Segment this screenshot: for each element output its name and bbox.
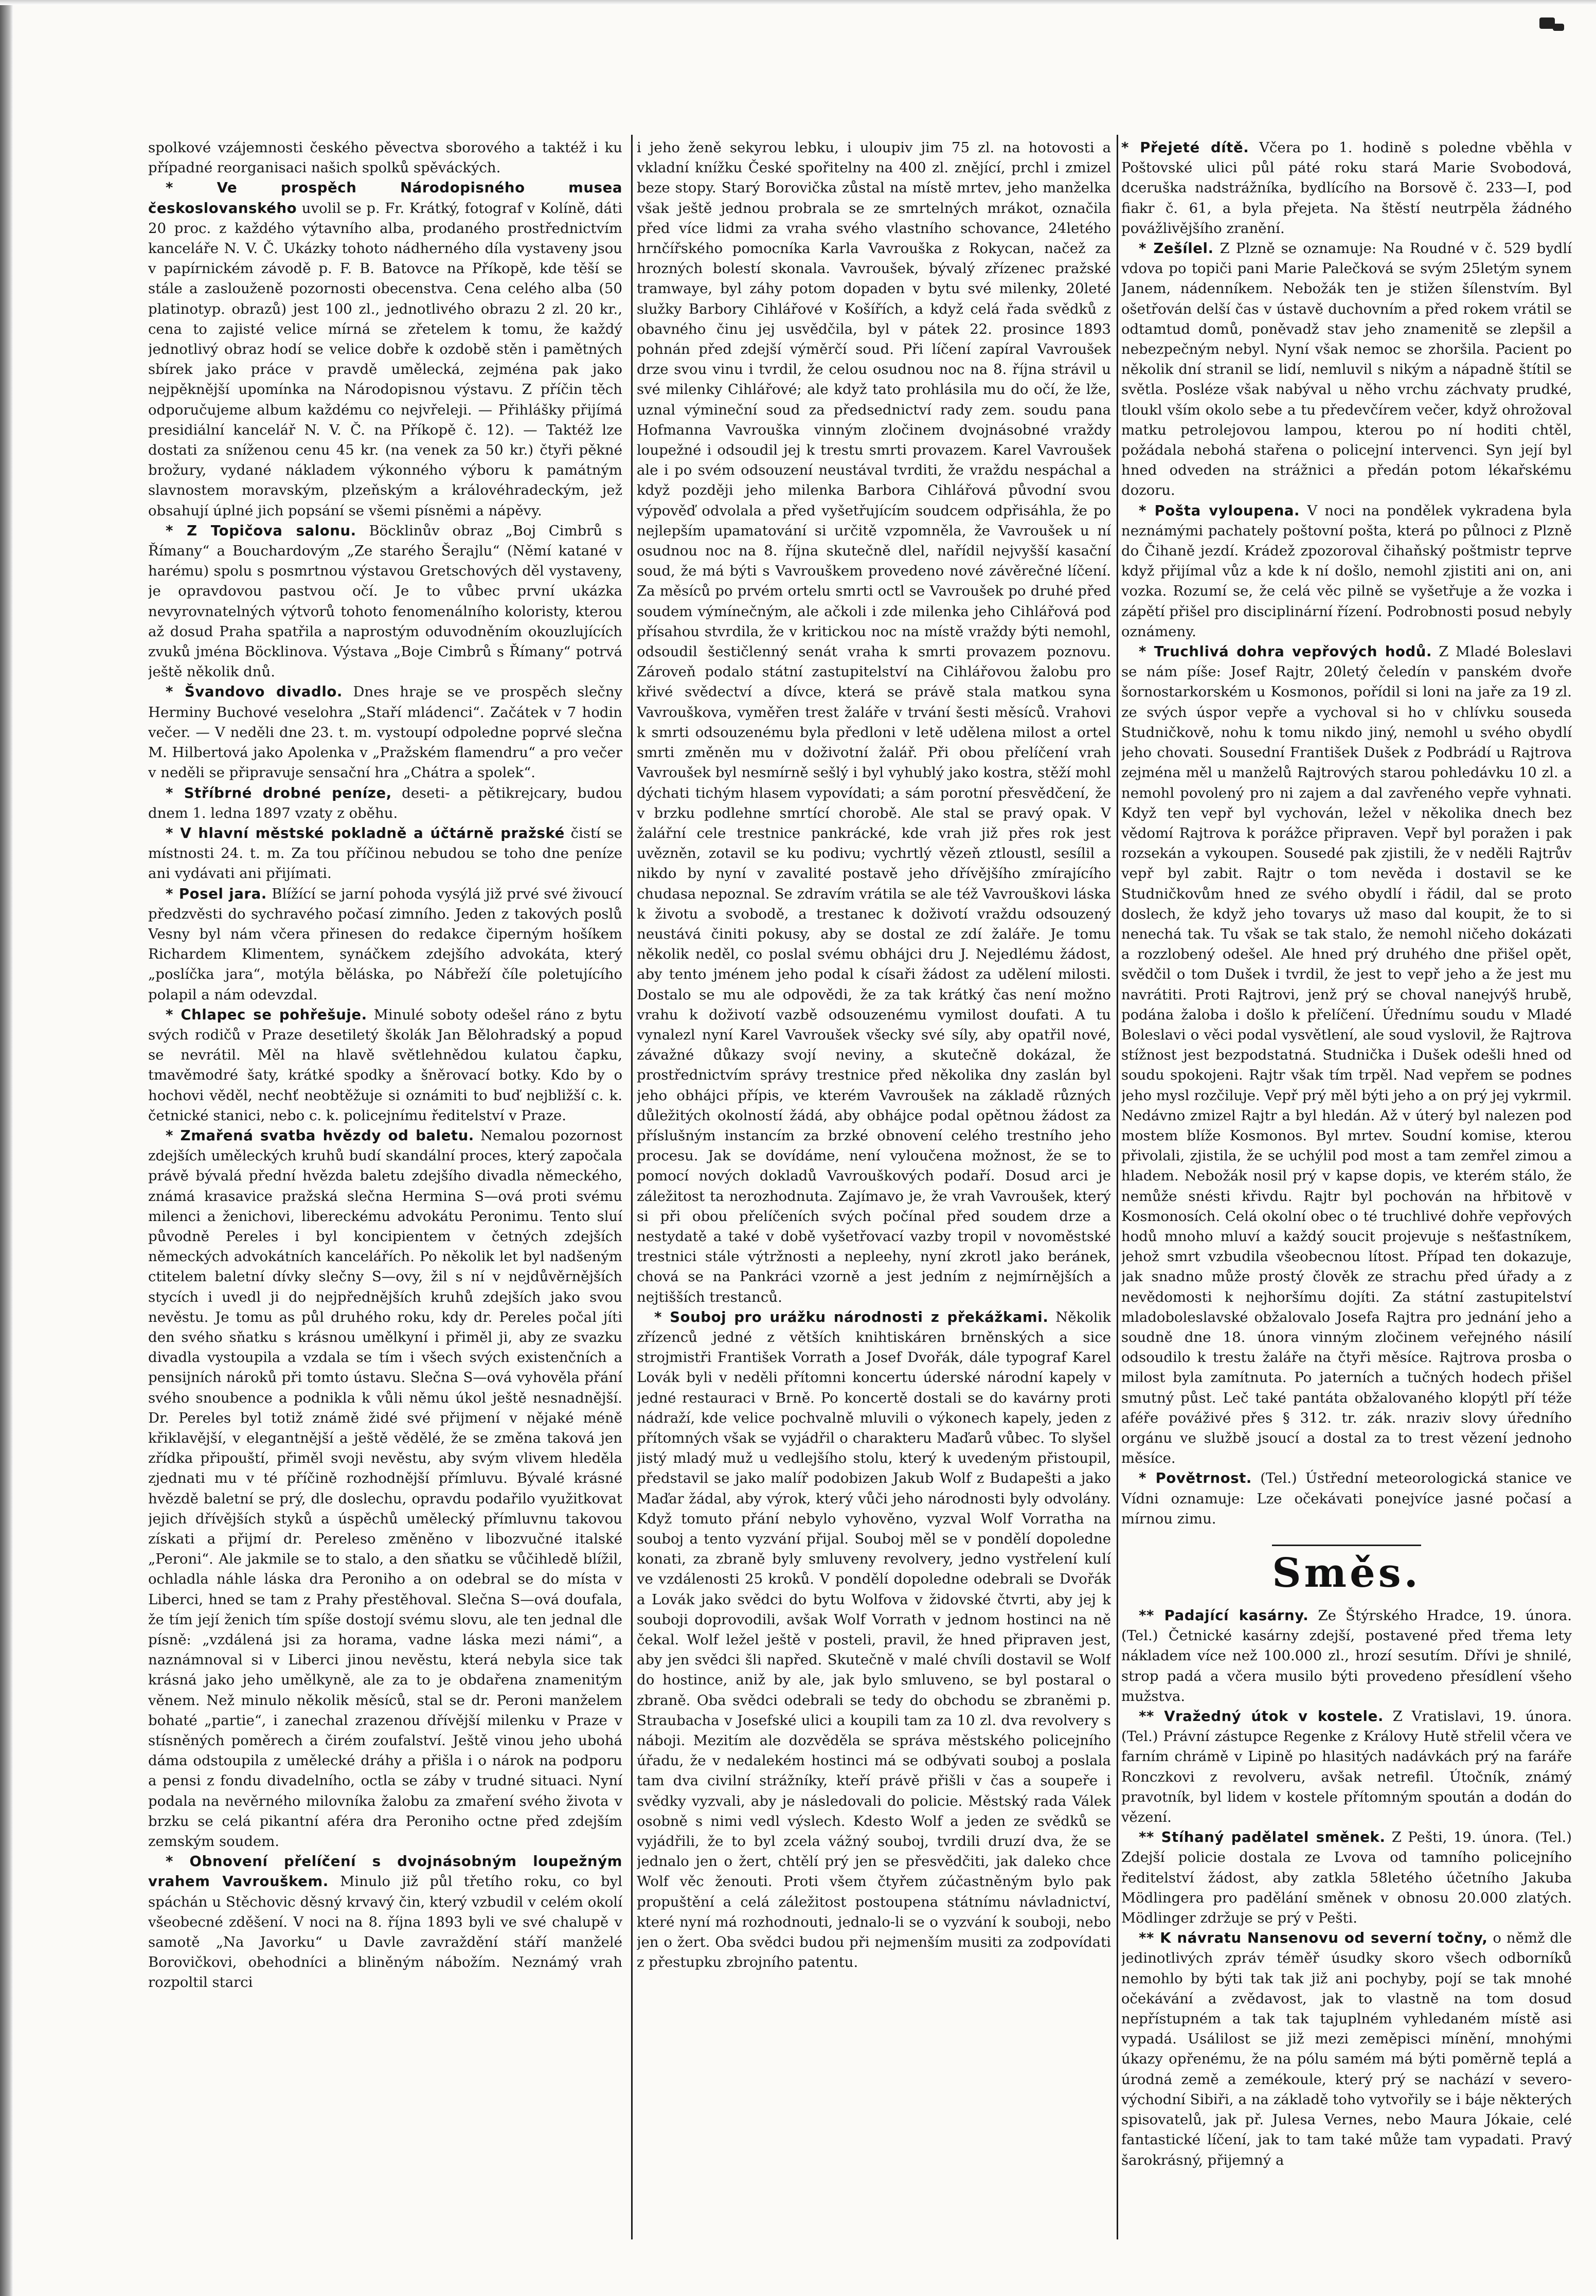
news-item [148, 521, 622, 683]
news-headline: * Povětrnost. [1139, 1470, 1252, 1487]
news-headline: * Obnovení přelíčení s dvojnásobným loupežným vrahem Vavrouškem. [148, 1853, 622, 1890]
news-headline: * Pošta vyloupena. [1139, 502, 1300, 519]
news-item [148, 823, 622, 884]
scan-edge-top [0, 0, 1596, 5]
news-body: Z Mladé Boleslavi se nám píše: Josef Rajtr, 20letý čeledín v panském dvoře šornostarkorském u Kosmonos, pořídil si loni na jaře za 19 zl. ze svých úspor vepře a vychoval si ho v chlívku souseda Studničkově, nohu k tomu nikdo jiný, nemohl u svého obydlí jeho chovati. Sousední František Dušek z Podbrádí u Rajtrova zejména měl u manželů Rajtrových starou pohledávku 10 zl. a nemohl povolený pro ni zajem a dal zavřeného vepře vyhnati. Když ten vepř byl vychován, ležel v několika dnech bez vědomí Rajtrova k porážce připraven. Vepř byl poražen i pak rozsekán a vykoupen. Sousedé pak zjistili, že v neděli Rajtrův vepř byl zabit. Rajtr o tom nevěda i dostavil se ke Studničkovům hned ze svého obydlí i řádil, dal se proto doslech, že když jeho tovarys už maso dal koupit, že to si nenechá tak. Tu však se tak stalo, že nemohl ničeho dokázati a rozzlobený odešel. Ale hned prý druhého dne přišel opět, svědčil o tom Dušek i tvrdil, že jest to vepř jeho a že jest mu navrátiti. Proti Rajtrovi, jenž prý se choval nanejvýš hrubě, podána žaloba i došlo k přelíčení. Úřednímu soudu v Mladé Boleslavi o věci podal vysvětlení, ale soud vyslovil, že Rajtrova stížnost jest bezpodstatná. Studnička i Dušek odešli hned od soudu spokojeni. Rajtr však tím trpěl. Nad vepřem se podnes jeho mysl rozčiluje. Vepř prý měl býti jeho a on prý jej vykrmil. Nedávno zmizel Rajtr a byl hledán. Až v úterý byl nalezen pod mostem blíže Kosmonos. Byl mrtev. Soudní komise, kterou přivolali, zjistila, že se uchýlil pod most a tam zemřel zimou a hladem. Nebožák nosil prý v kapse dopis, ve kterém stálo, že nemůže snésti křivdu. Rajtr byl pochován na hřbitově v Kosmonosích. Celá okolní obec o té truchlivé dohře vepřových hodů mnoho mluví a každý soucit projevuje s nešťastníkem, jehož smrt vzbudila všeobecnou lítost. Případ ten dokazuje, jak snadno může prostý člověk ze strachu před úřady a z nevědomosti k nejhoršímu dojíti. Za státní zastupitelství mladoboleslavské obžalovalo Josefa Rajtra pro jednání jeho a soudně dne 18. února vinným zločinem veřejného násilí odsoudilo k trestu žaláře na čtyři měsíce. Rajtrova prosba o milost byla zamítnuta. Po jaterních a tučných hodech přišel smutný půst. Leč také pantáta obžalovaného klopýtl pří téže aféře pováživé přes § 312. tr. zák. nraziv slovy úředního orgánu ve službě jsoucí a dostal za to trest vězení jednoho měsíce. [1121, 643, 1572, 1467]
news-item [1121, 642, 1572, 1468]
news-headline: ** Padající kasárny. [1139, 1607, 1309, 1624]
news-item [148, 138, 622, 178]
news-headline: * Zešílel. [1139, 240, 1214, 257]
news-item [1121, 239, 1572, 501]
news-body: Z Plzně se oznamuje: Na Roudné v č. 529 bydlí vdova po topiči pani Marie Palečková se svým 25letým synem Janem, nádenníkem. Nebožák ten je stižen šílenstvím. Byl ošetřován delší čas v ústavě duchovním a před rokem vrátil se odtamtud domů, poněvadž stav jeho znamenitě se zlepšil a nebezpečným nebyl. Nyní však nemoc se zhoršila. Pacient po několik dní stranil se lidí, nemluvil s nikým a nápadně štítil se světla. Posléze však nabýval u něho vrchu záchvaty prudké, tloukl vším okolo sebe a tu předevčírem večer, když ohrožoval matku petrolejovou lampou, kterou po ní hoditi chtěl, požádala nebohá stařena o policejní intervenci. Syn její byl hned odveden na strážnici a předán potom lékařskému dozoru. [1121, 240, 1572, 499]
scan-edge [0, 0, 13, 2296]
news-headline: * Přejeté dítě. [1121, 139, 1249, 156]
news-headline: * Truchlivá dohra vepřových hodů. [1139, 643, 1432, 660]
section-title [1121, 1545, 1572, 1597]
news-item [637, 1307, 1111, 1973]
news-headline: * Švandovo divadlo. [166, 684, 343, 701]
news-item [1121, 1707, 1572, 1827]
news-headline: ** K návratu Nansenovu od severní točny, [1139, 1930, 1488, 1947]
news-item [148, 783, 622, 823]
news-headline: * Ve prospěch Národopisného musea českoslovanského [148, 180, 622, 217]
column-rule-1 [631, 135, 633, 2239]
news-item [1121, 1928, 1572, 2170]
news-body: Několik zřízenců jedné z větších knihtiskáren brněnských a sice strojmistři František Vorrath a Josef Dvořák, dále typograf Karel Lovák byli v neděli přítomni koncertu úderské národní kapely v jedné restauraci v Brně. Po koncertě dostali se do kavárny proti nádraží, kde velice pochvalně mluvili o výkonech kapely, jeden z přítomných však se vyjádřil o charakteru Maďarů vůbec. To slyšel jistý mladý muž u vedlejšího stolu, který k uvedeným přistoupil, představil se jako malíř podobizen Jakub Wolf z Budapešti a jako Maďar žádal, aby výrok, který vůči jeho národnosti byly odvolány. Když tomuto přání nebylo vyhověno, vyzval Wolf Vorratha na souboj a tento vyzvání přijal. Souboj měl se v pondělí dopoledne konati, za zbraně byly smluveny revolvery, jedno vystřelení kulí ve vzdálenosti 25 kroků. V pondělí dopoledne odebrali se Dvořák a Lovák jako svědci do bytu Wolfova v židovské čtvrti, aby jej k souboji doprovodili, avšak Wolf Vorrath v jednom hostinci na ně čekal. Wolf ležel ještě v posteli, pravil, že hned připraven jest, aby jen svědci šli napřed. Skutečně v malé chvíli dostavil se Wolf do hostince, aniž by ale, jak bylo smluveno, se byl postaral o zbraně. Oba svědci odebrali se tedy do obchodu se zbraněmi p. Straubacha v Josefské ulici a koupili tam za 10 zl. dva revolvery s náboji. Mezitím ale dozvěděla se správa městského policejního úřadu, že v nedalekém hostinci má se odbývati souboj a poslala tam dva civilní strážníky, kteří právě přišli v čas a soupeře i svědky vyzvali, aby je následovali do policie. Městský rada Válek osobně s nimi vedl výslech. Kdesto Wolf a jeden ze svědků se vyjádřili, že to byl zcela vážný souboj, tvrdili druzí dva, že se jednalo jen o žert, chtělí prý jen se přesvědčiti, jak daleko chce Wolf věc ženouti. Proti všem čtyřem zúčastněným bylo pak propuštění a celá záležitost postoupena státnímu návladnictví, které nyní má rozhodnouti, jednalo-li se o vyzvání k souboji, nebo jen o žert. Oba svědci budou při nejmenším musiti za zodpovídati z přestupku zbrojního patentu. [637, 1308, 1111, 1971]
news-body: (Tel.) Ústřední meteorologická stanice ve Vídni oznamuje: Lze očekávati ponejvíce jasné počasí a mírnou zimu. [1121, 1470, 1572, 1527]
news-body: Z Pešti, 19. února. (Tel.) Zdejší policie dostala ze Lvova od tamního policejního ředitelství žádost, aby zatkla 58letého účetního Jakuba Mödlingera pro padělání směnek v obnosu 20.000 zlatých. Mödlinger zdržuje se prý v Pešti. [1121, 1829, 1572, 1927]
news-item [1121, 501, 1572, 642]
news-body: deseti- a pětikrejcary, budou dnem 1. ledna 1897 vzaty z oběhu. [148, 784, 622, 821]
news-item [148, 884, 622, 1005]
news-item [148, 1005, 622, 1126]
news-body: o němž dle jedinotlivých zpráv téměř úsudky skoro všech odborníků nemohlo by býti tak tak již ani pochyby, pojí se tak mnohé očekávání a zvědavost, jak to vlastně na tom dosud nepřístupném a tak tak tajuplném vyhledaném místě asi vypadá. Usálilost se již mezi zeměpisci mínění, mnohými úkazy opřenému, že na pólu samém má býti poměrně teplá a úrodná země a zemékoule, který prý se nachází v severo-východní Sibiři, a na základě toho vytvořily se i báje některých spisovatelů, jak př. Julesa Vernes, nebo Maura Jókaie, celé fantastické líčení, jak to tam také může tam vypadati. Pravý šarokrásný, přijemný a [1121, 1930, 1572, 2168]
news-item [1121, 138, 1572, 239]
news-item [148, 178, 622, 521]
news-headline: * Souboj pro urážku národnosti z překážkami. [654, 1308, 1049, 1325]
news-item [148, 1126, 622, 1852]
text-column-2 [637, 138, 1111, 2236]
news-item [1121, 1827, 1572, 1928]
news-body: Z Vratislavi, 19. února. (Tel.) Právní zástupce Regenke z Královy Hutě střelil včera ve farním chrámě v Lipině po hlasitých nadávkách prý na faráře Ronczkovi z revolveru, avšak netrefil. Útočník, známý pravotník, byl lidem v kostele přítomným spoután a dodán do vězení. [1121, 1708, 1572, 1826]
news-headline: ** Vražedný útok v kostele. [1139, 1708, 1384, 1725]
news-item [148, 1852, 622, 1993]
text-column-1 [148, 138, 622, 2236]
news-body: spolkové vzájemnosti českého pěvectva sborového a taktéž i ku případné reorganisaci našich spolků spěváckých. [148, 139, 622, 176]
news-body: V noci na pondělek vykradena byla neznámými pachately poštovní pošta, která po půlnoci z Plzně do Čihaně jezdí. Krádež zpozoroval čihaňský poštmistr teprve když přijímal vůz a kde k ní došlo, nemohl zjistiti ani on, ani vozka. Rozumí se, že celá věc pilně se vyšetřuje a že vozka i zápětí přišel pro disciplinární řízení. Podrobnosti posud nebyly oznámeny. [1121, 502, 1572, 640]
news-body: Nemalou pozornost zdejších uměleckých kruhů budí skandální proces, který započala právě bývalá přední hvězda baletu zdejšího divadla německého, známá krasavice pražská slečna Hermina S—ová proti svému milenci a ženichovi, libereckému advokátu Peronimu. Tento sluí původně Pereles i byl koncipientem v četných zdejších německých advokátních kancelářích. Po několik let byl nadšeným ctitelem baletní dívky slečny S—ovy, žil s ní v nejdůvěrnějších stycích i uvedl ji do nejpřednějších kruhů zdejších jako svou nevěstu. Je tomu as půl druhého roku, kdy dr. Pereles počal jíti den svého sňatku s krásnou umělkyní i přiměl ji, aby ze svazku divadla vystoupila a vzdala se tím i všech svých existenčních a pensijních nároků při tomto ústavu. Slečna S—ová vyhověla přání svého snoubence a podnikla k vůli němu úkol ještě nesnadnější. Dr. Pereles byl totiž známě židé své přijmení v nějaké méně křiklavější, v elegantnější a ještě vědělé, že se změna taková jen zřídka připouští, přiměl svoji nevěstu, aby svým vlivem hleděla zjednati mu v té příčině rozhodnější přímluvu. Bývalé krásné hvězdě baletní se prý, dle doslechu, opravdu podařilo využitkovat jejich dřívějších styků a úspěchů umělecký přímluvnu takovou získati a přijmí dr. Pereleso změněno v libozvučné italské „Peroni“. Ale jakmile se to stalo, a den sňatku se vůčihledě blížil, ochladla náhle láska dra Peroniho a on odebral se do místa v Liberci, hned se tam z Prahy přestěhoval. Slečna S—ová doufala, že tím její ženich tím spíše dostojí svému slovu, ale ten jednal dle písně: „vzdálená jsi za horama, vadne láska mezi námi“, a naznámnoval si v Liberci jinou nevěstu, která nebyla sice tak krásná jako jeho umělkyně, ale za to je obdařena znamenitým věnem. Než minulo několik měsíců, stal se dr. Peroni manželem bohaté „partie“, i zanechal zrazenou dřívější milenku v Praze v stísněných poměrech a čirém zoufalství. Ještě vinou jeho ubohá dáma odstoupila z umělecké dráhy a přišla i o nárok na podporu a pensi z fondu divadelního, octla se záby v trudné situaci. Nyní podala na nevěrného milovníka žalobu za zmaření svého života v brzku se celá pikantní aféra dra Peroniho octne před zdejším zemským soudem. [148, 1127, 622, 1850]
column-rule-2 [1117, 135, 1118, 2239]
news-headline: ** Stíhaný padělatel směnek. [1139, 1829, 1386, 1846]
news-body: Blížící se jarní pohoda vysýlá již prvé své živoucí předzvěsti do sychravého počasí zimního. Jeden z takových poslů Vesny byl nám včera přinesen do redakce čiperným hošíkem Richardem Klimentem, synáčkem zdejšího advokáta, který „poslíčka jara“, motýla běláska, po Nábřeží číle poletujícího polapil a nám odevzdal. [148, 885, 622, 1003]
section-divider [1272, 1545, 1421, 1546]
news-headline: * V hlavní městské pokladně a účtárně pražské [166, 824, 565, 841]
news-item [637, 138, 1111, 1307]
news-headline: * Zmařená svatba hvězdy od baletu. [166, 1127, 474, 1144]
news-headline: * Chlapec se pohřešuje. [166, 1006, 367, 1023]
section-title-text: Směs. [1272, 1550, 1421, 1597]
news-body: uvolil se p. Fr. Krátký, fotograf v Kolíně, dáti 20 proc. z každého výtavního alba, prodaného prostřednictvím kanceláře N. V. Č. Ukázky tohoto nádherného díla vystaveny jsou v papírnickém závodě p. F. B. Batovce na Příkopě, kde těší se stále a zaslouženě pozornosti obecenstva. Cena celého alba (50 platinotyp. obrazů) jest 100 zl., jednotlivého obrazu 2 zl. 20 kr., cena to zajisté velice mírná se zřetelem k tomu, že každý jednotlivý obraz hodí se velice dobře k ozdobě stěn i pamětných sbírek jako práce v pravdě umělecká, zejména pak jako nejpěknější upomínka na Národopisnou výstavu. Z příčin těch odporučujeme album každému co nejvřeleji. — Přihlášky přijímá presidiální kancelář N. V. Č. na Příkopě č. 12). — Taktéž lze dostati za sníženou cenu 45 kr. (na venek za 50 kr.) čtyři pěkné brožury, vydané nákladem výkonného výboru k památným slavnostem moravským, plzeňským a královéhradeckým, jež obsahují úplné jich popsání se všemi písněmi a nápěvy. [148, 200, 622, 519]
ink-blot [1535, 14, 1572, 38]
news-body: Böcklinův obraz „Boj Cimbrů s Římany“ a Bouchardovým „Ze starého Šerajlu“ (Němí katané v harému) spolu s posmrtnou výstavou Gretschových děl vystaveny, je opravdovou pastvou očí. Je to vůbec první ukázka nevyrovnatelných výtvorů tohoto fenomenálního koloristy, kterou až dosud Praha spatřila a naprostým oduvodněním okouzlujících zvuků jména Böcklinova. Výstava „Boje Cimbrů s Římany“ potrvá ještě několik dnů. [148, 522, 622, 680]
news-body: Dnes hraje se ve prospěch slečny Herminy Buchové veselohra „Staří mládenci“. Začátek v 7 hodin večer. — V neděli dne 23. t. m. vystoupí odpoledne poprvé slečna M. Hilbertová jako Apolenka v „Pražském flamendru“ a pro večer v neděli se připravuje sensační hra „Chátra a spolek“. [148, 684, 622, 781]
news-item [148, 682, 622, 783]
news-body: Minulé soboty odešel ráno z bytu svých rodičů v Praze desetiletý školák Jan Bělohradský a popud se nevrátil. Měl na hlavě světlehnědou kulatou čapku, tmavěmodré šaty, krátké spodky a šněrovací botky. Kdo by o hochovi věděl, nechť neobtěžuje si oznámiti to buď nejbližší c. k. četnické stanici, nebo c. k. policejnímu ředitelství v Praze. [148, 1006, 622, 1124]
news-body: Včera po 1. hodině s poledne vběhla v Poštovské ulici půl páté roku stará Marie Svobodová, dceruška nadstrážníka, bydlícího na Borsově č. 233—I, pod fiakr č. 61, a byla přejeta. Na štěstí neutrpěla žádného povážlivějšího zranění. [1121, 139, 1572, 237]
news-item [1121, 1468, 1572, 1529]
news-body: Ze Štýrského Hradce, 19. února. (Tel.) Četnické kasárny zdejší, postavené před třema lety nákladem více než 100.000 zl., hrozí sesutím. Dřívi je shnilé, strop padá a včera musilo býti provedeno přesídlení všeho mužstva. [1121, 1607, 1572, 1705]
news-body: Minulo již půl třetího roku, co byl spáchán u Stěchovic děsný krvavý čin, který vzbudil v celém okolí všeobecné zděšení. V noci na 8. října 1893 byli ve své chalupě v samotě „Na Javorku“ u Davle zavraždění stáří manželé Borovičkovi, obehodníci a bliněným nábožím. Neznámý vrah rozpoltil starci [148, 1873, 622, 1991]
news-headline: * Stříbrné drobné peníze, [166, 784, 392, 801]
news-item [1121, 1606, 1572, 1707]
text-column-3 [1121, 138, 1572, 2236]
news-headline: * Posel jara. [166, 885, 267, 902]
news-body: i jeho ženě sekyrou lebku, i uloupiv jim 75 zl. na hotovosti a vkladní knížku České spořitelny na 400 zl. znějící, prchl i zmizel beze stopy. Starý Borovička zůstal na místě mrtev, jeho manželka však ještě jednou probrala se ze smrtelných mrákot, označila před více lidmi za vraha svého vlastního schovance, 24letého hrnčířského pomocníka Karla Vavrouška z Rokycan, načež za hrozných bolestí skonala. Vavroušek, bývalý zřízenec pražské tramwaye, byl záhy potom dopaden v bytu své milenky, 20leté služky Barbory Cihlářové v Košířích, a když celá řada svědků z obavného činu jej usvědčila, byl v pátek 22. prosince 1893 pohnán před zdejší výměrčí soud. Při líčení zapíral Vavroušek drze svou vinu i tvrdil, že celou osudnou noc na 8. října strávil u své milenky Cihlářové; ale když tato prohlásila mu do očí, že lže, uznal výmineční soud za předsednictví rady zem. soudu pana Hofmanna Vavrouška vinným zločinem dvojnásobné vraždy loupežné i odsoudil jej k trestu smrti provazem. Karel Vavroušek ale i po svém odsouzení neustával tvrditi, že vraždu nespáchal a když později jeho milenka Barbora Cihlářová původní svou výpověď odvolala a před vyšetřujícím soudcem odpřisáhla, že po nejlepším upamatování si určitě vzpomněla, že Vavroušek u ní osudnou noc na 8. října skutečně dlel, nařídil nejvyšší kasační soud, že má býti s Vavrouškem provedeno nové závěrečné líčení. Za měsíců po prvém ortelu smrti octl se Vavroušek po druhé před soudem výmínečným, ale ačkoli i zde milenka jeho Cihlářová pod přísahou stvrdila, že v kritickou noc na místě vraždy býti nemohl, odsoudil šestičlenný senát vraha k smrti provazem poznovu. Zároveň podalo státní zastupitelství na Cihlářovou žalobu pro křivé svědectví a dívce, která se právě stala matkou syna Vavrouškova, vyměřen trest žaláře v trvání šesti měsíců. Vrahovi k smrti odsouzenému byla předloni v letě udělena milost a ortel smrti změněn mu v doživotní žalář. Při obou přelíčení vrah Vavroušek byl nesmírně sešlý i byl vyhublý jako kostra, stěží mohl dýchati tichým hlasem vypovídati; a sám porotní přesvědčení, že v brzku podlehne smrtící chorobě. Ale stal se pravý opak. V žalářní cele trestnice pankrácké, kde vrah již přes rok jest uvězněn, zotavil se ku podivu; vychrtlý vězeň ztloustl, sesílil a nikdo by nyní v zavalité postavě jeho dřívějšího zmírajícího chudasa nepoznal. Se zdravím vrátila se ale též Vavrouškovi láska k životu a svobodě, a trestanec k doživotí vraždu odsouzený neustává činiti pokusy, aby se dostal ze zdí žaláře. Je tomu několik neděl, co poslal svému obhájci dru J. Nejedlému žádost, aby tento jménem jeho podal k císaři žádost za udělení milosti. Dostalo se mu ale odpovědi, že za tak krátký čas není možno vrahu k doživotí vazbě odsouzenému vymilost doufati. A tu vynalezl nyní Karel Vavroušek všecky své síly, aby opatřil nové, závažné důkazy svojí neviny, a skutečně dokázal, že prostřednictvím správy trestnice před několika dny zaslán byl jeho obhájci přípis, ve kterém Vavroušek na základě různých důležitých okolností žádá, aby obhájce podal opětnou žádost za příslušným instancím za brzké obnovení celého trestního jeho procesu. Jak se dovídáme, není vyloučena možnost, že se to pomocí nových dokladů Vavrouškových podaří. Dosud arci je záležitost ta nerozhodnuta. Zajímavo je, že vrah Vavroušek, který si při obou přelíčeních svých počínal před soudem drze a nestydatě a také v době vyšetřovací vazby tropil v novoměstské trestnici stále výtržnosti a nepleehy, nyní zkrotl jako beránek, chová se na Pankráci vzorně a jest jedním z nejmírnějších a nejtišších trestanců. [637, 139, 1111, 1305]
news-headline: * Z Topičova salonu. [166, 522, 356, 539]
news-body: čistí se místnosti 24. t. m. Za tou příčinou nebudou se toho dne peníze ani vydávati ani přijímati. [148, 824, 622, 882]
